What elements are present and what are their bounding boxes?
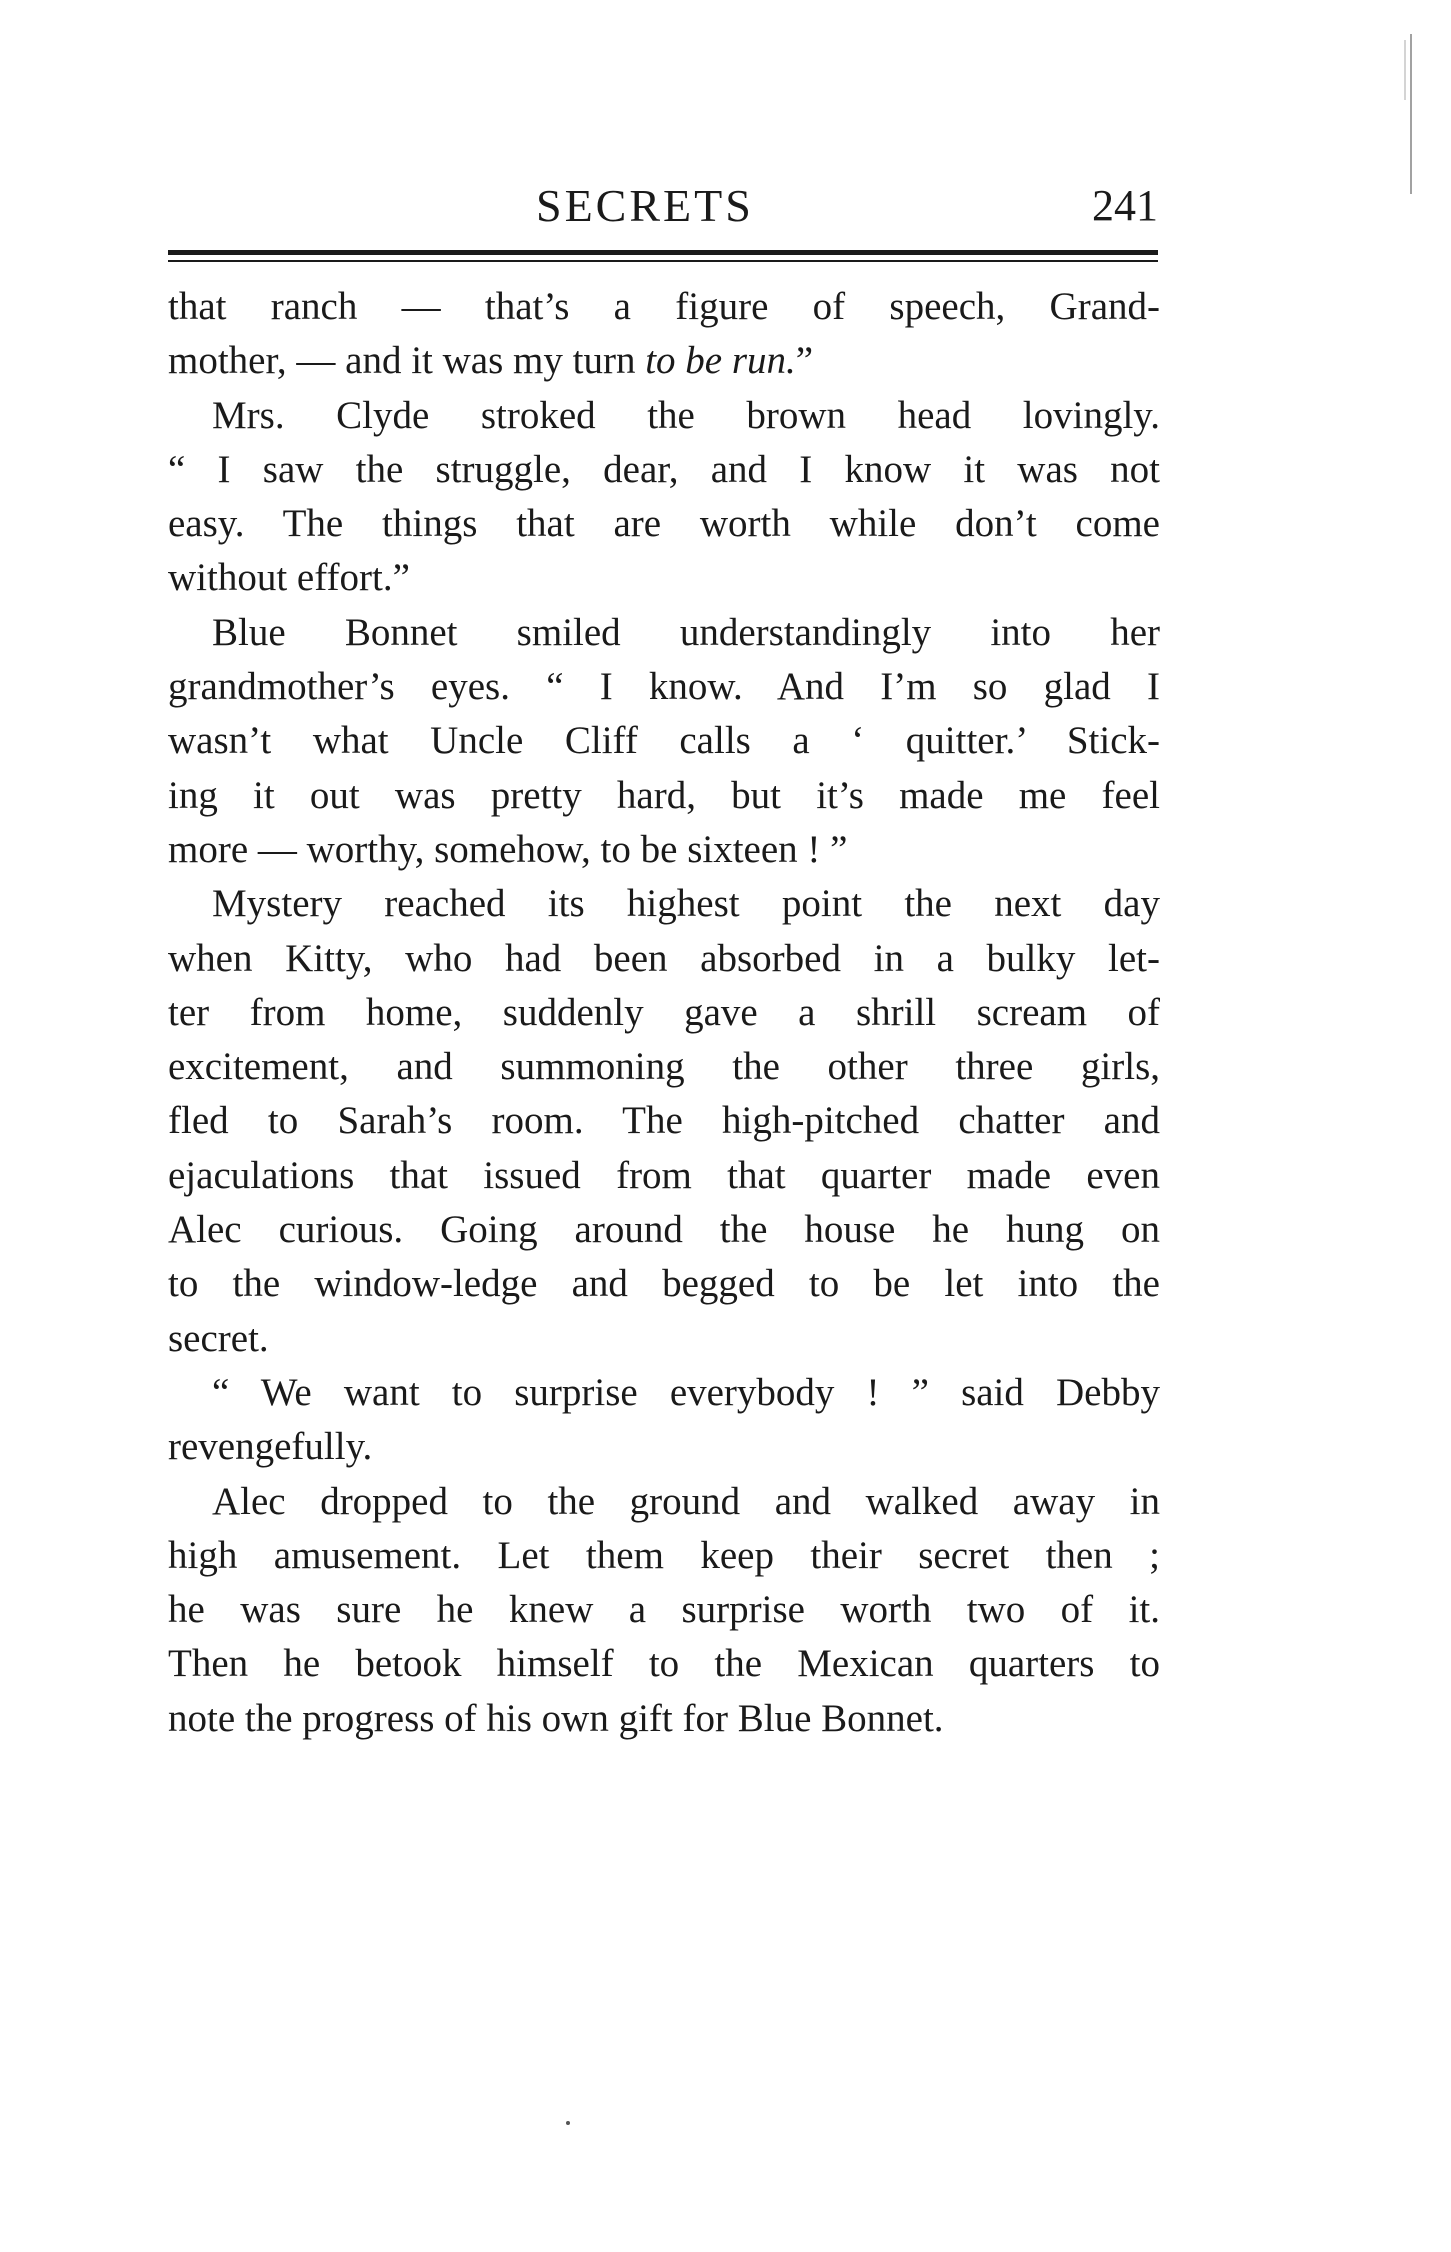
text-line: that ranch — that’s a figure of speech, Grand- <box>168 285 1160 328</box>
text-line: “ We want to surprise everybody ! ” said Debby <box>212 1370 1160 1414</box>
text-line: mother, — and it was my turn to be run.” <box>168 339 814 383</box>
page-number: 241 <box>1092 181 1158 230</box>
text-line: Mrs. Clyde stroked the brown head lovingly. <box>212 393 1160 437</box>
running-title: SECRETS <box>536 180 754 231</box>
header-rule-thin <box>168 260 1158 262</box>
text-line: Alec dropped to the ground and walked away in <box>212 1479 1160 1523</box>
text-line: Then he betook himself to the Mexican quarters to <box>168 1642 1160 1686</box>
scan-edge-mark <box>1410 34 1412 194</box>
text-line: easy. The things that are worth while don’t come <box>168 502 1160 546</box>
text-line: high amusement. Let them keep their secret then ; <box>168 1533 1160 1577</box>
text-line: “ I saw the struggle, dear, and I know it was not <box>168 447 1160 491</box>
header-rule-thick <box>168 250 1158 255</box>
text-line: wasn’t what Uncle Cliff calls a ‘ quitter.’ Stick- <box>168 719 1160 763</box>
text-line: he was sure he knew a surprise worth two of it. <box>168 1588 1160 1632</box>
text-line: note the progress of his own gift for Blue Bonnet. <box>168 1696 944 1740</box>
running-header <box>168 176 1158 246</box>
text-line: without effort.” <box>168 556 410 600</box>
text-line: grandmother’s eyes. “ I know. And I’m so glad I <box>168 665 1160 709</box>
text-line: when Kitty, who had been absorbed in a bulky let- <box>168 936 1160 980</box>
body-text <box>168 280 1160 1746</box>
text-line: Alec curious. Going around the house he hung on <box>168 1208 1160 1252</box>
text-line: to the window-ledge and begged to be let into the <box>168 1262 1160 1306</box>
text-line: ter from home, suddenly gave a shrill scream of <box>168 990 1160 1034</box>
text-line: secret. <box>168 1316 269 1360</box>
scan-speck <box>566 2121 570 2125</box>
text-line: more — worthy, somehow, to be sixteen ! ” <box>168 827 848 871</box>
text-line: ejaculations that issued from that quarter made even <box>168 1153 1160 1197</box>
text-line: Mystery reached its highest point the next day <box>212 882 1160 926</box>
text-line: Blue Bonnet smiled understandingly into her <box>212 610 1160 654</box>
text-line: fled to Sarah’s room. The high-pitched chatter and <box>168 1099 1160 1143</box>
text-line: ing it out was pretty hard, but it’s made me feel <box>168 773 1160 817</box>
text-line: excitement, and summoning the other three girls, <box>168 1045 1160 1089</box>
scan-edge-mark <box>1404 40 1406 100</box>
italic-phrase: to be run. <box>645 339 796 383</box>
text-line: revengefully. <box>168 1425 373 1469</box>
